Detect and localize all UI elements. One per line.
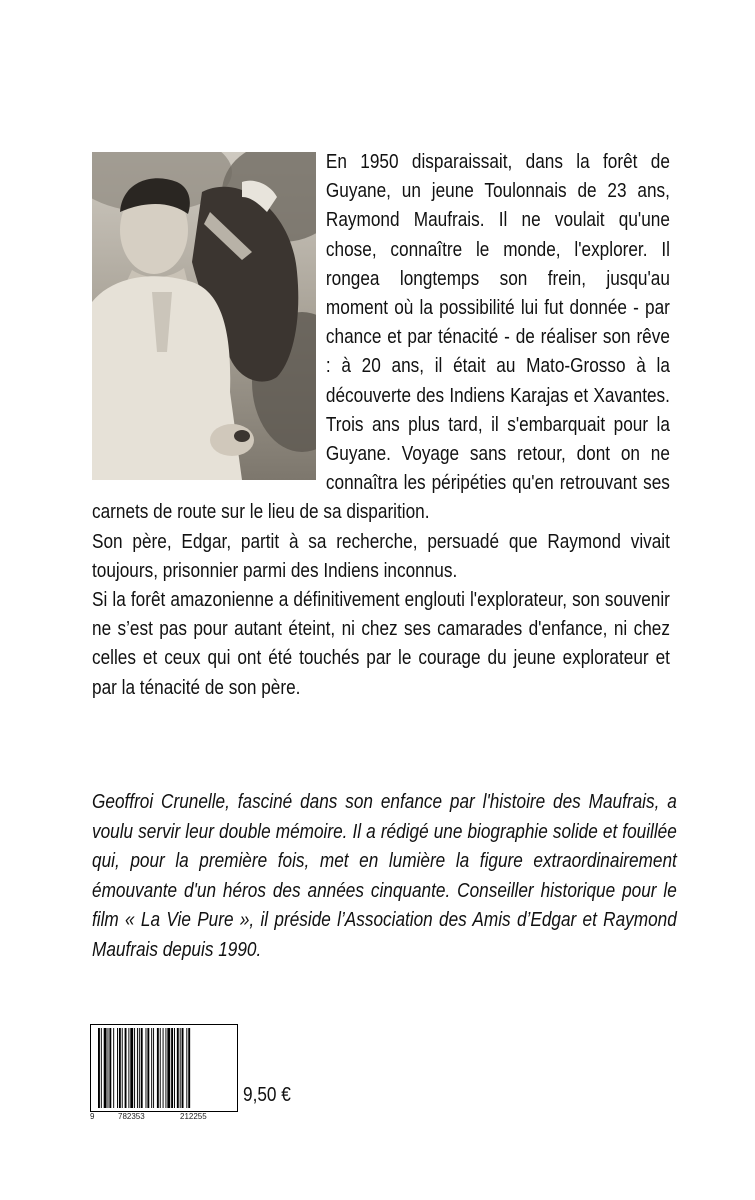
barcode-bar — [157, 1028, 159, 1108]
main-description — [92, 148, 670, 703]
barcode-bar — [101, 1028, 102, 1108]
barcode-bar — [98, 1028, 100, 1108]
barcode-digits — [90, 1112, 238, 1126]
barcode-bar — [122, 1028, 123, 1108]
barcode-bars — [90, 1024, 238, 1112]
barcode-bar — [167, 1028, 170, 1108]
barcode-bar — [108, 1028, 109, 1108]
barcode-bar — [113, 1028, 114, 1108]
barcode-bar — [147, 1028, 149, 1108]
barcode-bar — [130, 1028, 133, 1108]
author-bio-text: Geoffroi Crunelle, fasciné dans son enfance par l'histoire des Maufrais, a voulu servir leur double mémoire. Il a rédigé une biographie solide et fouillée qui, pour la première fois, met en lumière la figure extraordinairement émouvante d'un héros des années cinquante. Conseiller historique pour le film « La Vie Pure », il préside l’Association des Amis d’Edgar et Raymond Maufrais depuis 1990. — [92, 791, 677, 961]
barcode-bar — [117, 1028, 118, 1108]
barcode-bar — [153, 1028, 154, 1108]
barcode-left-digits: 782353 — [118, 1112, 145, 1121]
barcode-bar — [128, 1028, 129, 1108]
barcode-bar — [171, 1028, 173, 1108]
barcode-bar — [174, 1028, 175, 1108]
paragraph-2: Son père, Edgar, partit à sa recherche, persuadé que Raymond vivait toujours, prisonnier parmi des Indiens inconnus. — [92, 530, 670, 582]
paragraph-3: Si la forêt amazonienne a définitivement englouti l'explorateur, son souvenir ne s’est pas pour autant éteint, ni chez ses camarades d'enfance, ni chez celles et ceux qui ont été touchés par le courage du jeune explorateur et par la ténacité de son père. — [92, 589, 670, 699]
barcode-bar — [160, 1028, 161, 1108]
barcode-bar — [163, 1028, 164, 1108]
barcode-bar — [109, 1028, 111, 1108]
barcode-frame — [91, 1025, 238, 1112]
paragraph-1: En 1950 disparaissait, dans la forêt de Guyane, un jeune Toulonnais de 23 ans, Raymond Maufrais. Il ne voulait qu'une chose, connaître le monde, l'explorer. Il rongea longtemps son frein, jusqu'au moment où la possibilité lui fut donnée - par chance et par ténacité - de réaliser son rêve : à 20 ans, il était au Mato-Grosso à la découverte des Indiens Karajas et Xavantes. Trois ans plus tard, il s'embarquait pour la Guyane. Voyage sans retour, dont on ne connaîtra les péripéties qu'en retrouvant ses carnets de route sur le lieu de sa disparition. — [92, 151, 670, 524]
barcode-lead-digit: 9 — [90, 1112, 95, 1121]
author-bio — [92, 788, 677, 965]
barcode-bar — [177, 1028, 179, 1108]
price-label: 9,50 € — [243, 1084, 291, 1106]
barcode-bar — [141, 1028, 143, 1108]
barcode-bar — [104, 1028, 107, 1108]
barcode-bar — [186, 1028, 187, 1108]
barcode-bar — [137, 1028, 138, 1108]
barcode-bar — [134, 1028, 135, 1108]
barcode — [90, 1024, 238, 1132]
barcode-bar — [151, 1028, 152, 1108]
barcode-right-digits: 212255 — [180, 1112, 207, 1121]
barcode-bar — [139, 1028, 140, 1108]
photo-wrap-spacer — [92, 148, 326, 490]
barcode-bar — [146, 1028, 147, 1108]
barcode-bar — [165, 1028, 166, 1108]
barcode-bar — [125, 1028, 127, 1108]
barcode-bar — [119, 1028, 121, 1108]
barcode-bar — [188, 1028, 190, 1108]
barcode-bar — [180, 1028, 181, 1108]
barcode-bar — [182, 1028, 184, 1108]
